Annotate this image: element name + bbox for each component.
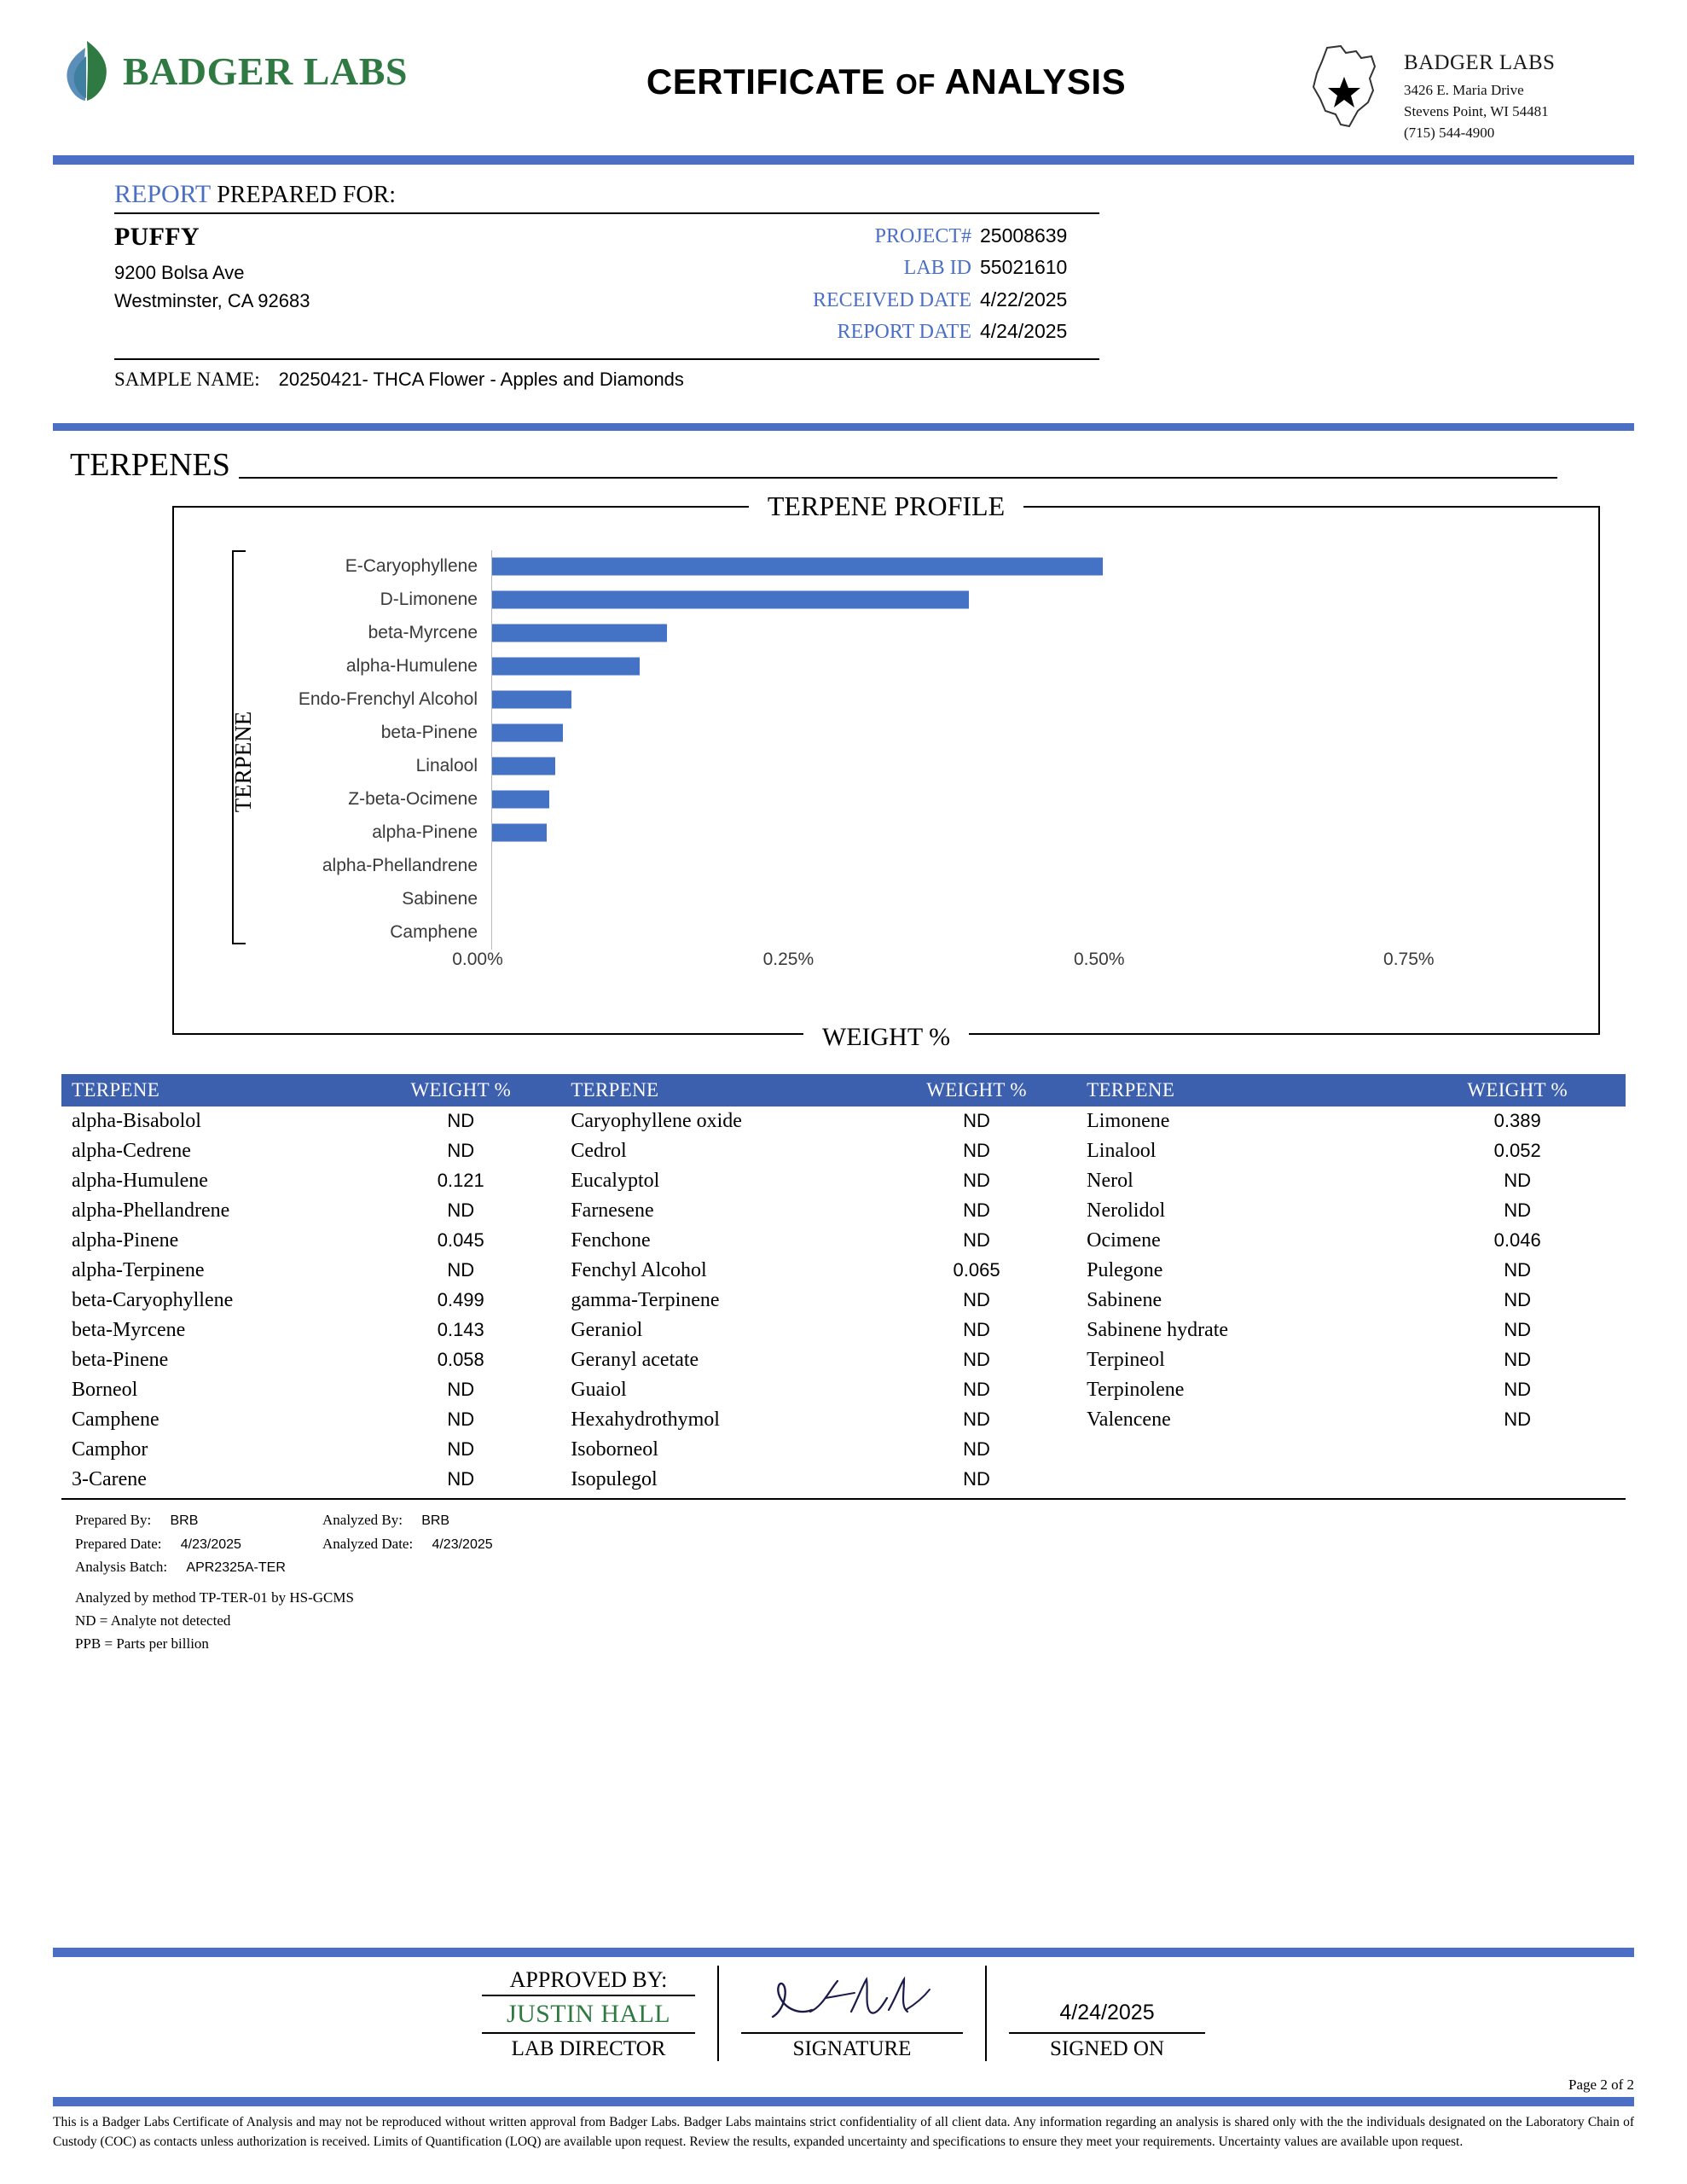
chart-bar-track (491, 650, 1564, 683)
cell-terpene: Farnesene (571, 1199, 654, 1222)
table-row (61, 1226, 1626, 1256)
table-row (61, 1316, 1626, 1345)
client-address-line2: Westminster, CA 92683 (114, 290, 310, 312)
cell-weight: ND (963, 1378, 990, 1400)
chart-bar (492, 791, 549, 809)
section-heading (61, 446, 1634, 485)
note-analysis-batch-label: Analysis Batch: (75, 1559, 168, 1576)
col-header-weight-3: WEIGHT % (1409, 1074, 1626, 1107)
chart-x-axis-title: WEIGHT % (803, 1023, 969, 1051)
table-row (61, 1166, 1626, 1196)
chart-bar-track (491, 550, 1564, 584)
coa-title-end: ANALYSIS (944, 61, 1127, 102)
cell-terpene: gamma-Terpinene (571, 1288, 720, 1311)
chart-category-label: beta-Pinene (380, 723, 478, 743)
chart-row (247, 717, 1564, 750)
cell-weight: ND (963, 1438, 990, 1460)
cell-terpene: Terpineol (1087, 1348, 1165, 1371)
note-row-dates (75, 1532, 1626, 1556)
cell-terpene: Pulegone (1087, 1258, 1163, 1281)
cell-weight: ND (1504, 1258, 1532, 1281)
lab-address-text (1404, 43, 1555, 143)
meta-value-project: 25008639 (980, 224, 1068, 247)
report-meta-block (660, 214, 1099, 348)
lab-street: 3426 E. Maria Drive (1404, 82, 1524, 99)
table-row (61, 1405, 1626, 1435)
note-ppb: PPB = Parts per billion (75, 1635, 209, 1653)
meta-value-lab-id: 55021610 (980, 256, 1068, 279)
chart-bar-track (491, 683, 1564, 717)
table-row (61, 1375, 1626, 1405)
note-analyzed-by (322, 1508, 449, 1532)
cell-weight: ND (1504, 1199, 1532, 1221)
disclaimer-text: This is a Badger Labs Certificate of Analysis and may not be reproduced without written approval from Badger Labs. Badger Labs maintains strict confidentiality of all client data. Any information regarding an analysis is shared only with the the individuals designated on the Laboratory Chain of Custody (COC) as contacts unless authorization is received. Limits of Quantification (LOQ) are available upon request. Review the results, expanded uncertainty and specifications to ensure they meet your requirements. Uncertainty values are available upon request. (53, 2115, 1634, 2149)
note-row-batch (75, 1555, 1626, 1579)
chart-row (247, 783, 1564, 816)
note-prepared-by-value: BRB (170, 1513, 199, 1528)
chart-bar-track (491, 750, 1564, 783)
signature-column (717, 1966, 987, 2061)
chart-y-axis-bracket (232, 550, 246, 944)
cell-terpene: Nerolidol (1087, 1199, 1166, 1222)
prepared-for-words: PREPARED FOR: (217, 182, 397, 209)
cell-weight: ND (963, 1169, 990, 1191)
cell-terpene: alpha-Cedrene (72, 1139, 191, 1162)
chart-x-tick: 0.25% (762, 949, 815, 969)
cell-weight (1409, 1435, 1626, 1465)
cell-terpene: alpha-Bisabolol (72, 1109, 201, 1132)
cell-weight: ND (963, 1109, 990, 1131)
cell-weight: ND (1504, 1169, 1532, 1191)
cell-terpene: Fenchone (571, 1228, 651, 1252)
chart-bar (492, 558, 1103, 576)
terpene-results-table (61, 1074, 1626, 1498)
cell-weight: ND (963, 1348, 990, 1370)
signed-on-date: 4/24/2025 (1059, 2001, 1155, 2025)
cell-terpene: Fenchyl Alcohol (571, 1258, 707, 1281)
approval-block (53, 1957, 1634, 2061)
cell-weight: ND (1504, 1408, 1532, 1430)
cell-weight: ND (963, 1199, 990, 1221)
chart-x-tick: 0.75% (1383, 949, 1435, 969)
cell-weight: ND (1504, 1288, 1532, 1310)
note-prepared-date (75, 1532, 322, 1556)
cell-terpene: 3-Carene (72, 1467, 147, 1490)
cell-terpene: Sabinene (1087, 1288, 1162, 1311)
table-row (61, 1107, 1626, 1136)
note-nd: ND = Analyte not detected (75, 1612, 231, 1629)
cell-weight: ND (447, 1378, 475, 1400)
chart-category-label: Endo-Frenchyl Alcohol (298, 689, 478, 710)
header-divider (53, 155, 1634, 165)
page-number: Page 2 of 2 (1568, 2077, 1634, 2094)
chart-row (247, 617, 1564, 650)
chart-category-label: alpha-Pinene (372, 822, 478, 843)
report-prepared-for-heading (114, 180, 1099, 214)
chart-category-label: Linalool (415, 756, 478, 776)
cell-weight (1409, 1465, 1626, 1498)
table-header-row (61, 1074, 1626, 1107)
cell-weight: 0.046 (1493, 1228, 1541, 1251)
cell-terpene: Isoborneol (571, 1438, 658, 1461)
chart-bar-track (491, 850, 1564, 883)
cell-weight: ND (1504, 1318, 1532, 1340)
cell-terpene: Terpinolene (1087, 1378, 1185, 1401)
meta-label-project: PROJECT# (874, 225, 971, 248)
cell-terpene: Cedrol (571, 1139, 627, 1162)
approved-by-column (460, 1967, 717, 2061)
note-analyzed-date (322, 1532, 493, 1556)
brand-logo (61, 39, 471, 102)
table-row (61, 1435, 1626, 1465)
cell-weight: 0.045 (437, 1228, 484, 1251)
chart-category-label: Camphene (390, 922, 478, 943)
client-name: PUFFY (114, 223, 200, 252)
cell-weight: ND (963, 1318, 990, 1340)
signature-image (741, 1966, 963, 2032)
chart-row (247, 750, 1564, 783)
chart-bar-track (491, 584, 1564, 617)
cell-weight: ND (963, 1228, 990, 1251)
note-prepared-by (75, 1508, 322, 1532)
client-address-line1: 9200 Bolsa Ave (114, 262, 245, 284)
note-analyzed-date-label: Analyzed Date: (322, 1535, 414, 1552)
approved-by-label: APPROVED BY: (482, 1967, 695, 1996)
note-analysis-batch-value: APR2325A-TER (186, 1560, 286, 1576)
table-row (61, 1196, 1626, 1226)
cell-weight: 0.389 (1493, 1109, 1541, 1131)
cell-weight: ND (447, 1408, 475, 1430)
chart-row (247, 650, 1564, 683)
chart-bar-track (491, 816, 1564, 850)
chart-category-label: Sabinene (402, 889, 478, 909)
cell-terpene: Hexahydrothymol (571, 1408, 720, 1431)
cell-weight: ND (447, 1199, 475, 1221)
signature-caption: SIGNATURE (741, 2032, 963, 2061)
sample-name-value: 20250421- THCA Flower - Apples and Diamonds (278, 368, 684, 390)
note-analyzed-by-value: BRB (421, 1513, 450, 1528)
chart-bar (492, 658, 640, 676)
note-analyzed-by-label: Analyzed By: (322, 1511, 403, 1528)
page-footer (53, 1944, 1634, 2152)
approver-title: LAB DIRECTOR (511, 2037, 666, 2061)
cell-weight: ND (447, 1438, 475, 1460)
brand-name: BADGER LABS (123, 49, 408, 93)
cell-terpene: Geranyl acetate (571, 1348, 699, 1371)
meta-label-report-date: REPORT DATE (837, 320, 971, 343)
table-row (61, 1286, 1626, 1316)
chart-bar-track (491, 916, 1564, 950)
cell-weight: 0.058 (437, 1348, 484, 1370)
meta-value-received-date: 4/22/2025 (980, 288, 1068, 311)
report-word: REPORT (114, 180, 212, 209)
meta-label-lab-id: LAB ID (903, 257, 971, 280)
sample-name-label: SAMPLE NAME: (114, 368, 260, 390)
chart-bar (492, 758, 555, 775)
page-header (53, 0, 1634, 152)
table-row (61, 1465, 1626, 1498)
lab-name: BADGER LABS (1404, 51, 1556, 74)
meta-row-report-date (660, 317, 1099, 348)
cell-terpene: Geraniol (571, 1318, 643, 1341)
chart-category-label: D-Limonene (380, 590, 478, 610)
table-row (61, 1136, 1626, 1166)
chart-bar-track (491, 717, 1564, 750)
chart-category-label: beta-Myrcene (368, 623, 478, 643)
signed-on-date-slot (1009, 1966, 1205, 2032)
cell-terpene: alpha-Phellandrene (72, 1199, 230, 1222)
coa-title-of: OF (896, 68, 936, 100)
col-header-terpene-3: TERPENE (1076, 1074, 1409, 1107)
cell-weight: ND (447, 1258, 475, 1281)
cell-weight: ND (1504, 1378, 1532, 1400)
table-row (61, 1345, 1626, 1375)
cell-weight: ND (963, 1288, 990, 1310)
coa-title-main: CERTIFICATE (646, 61, 885, 102)
col-header-terpene-2: TERPENE (560, 1074, 877, 1107)
chart-bar-track (491, 783, 1564, 816)
chart-category-label: E-Caryophyllene (345, 556, 478, 577)
chart-row (247, 683, 1564, 717)
chart-bar (492, 824, 547, 842)
meta-row-received-date (660, 285, 1099, 317)
section-title-terpenes: TERPENES (70, 446, 230, 483)
chart-row (247, 550, 1564, 584)
client-block (114, 214, 660, 348)
cell-terpene: Valencene (1087, 1408, 1171, 1431)
report-info-block (53, 165, 1634, 391)
cell-terpene: Eucalyptol (571, 1169, 660, 1192)
chart-category-label: Z-beta-Ocimene (348, 789, 478, 810)
chart-x-ticks (452, 946, 1564, 973)
cell-weight: ND (963, 1467, 990, 1490)
chart-category-label: alpha-Phellandrene (322, 856, 478, 876)
col-header-weight-1: WEIGHT % (361, 1074, 560, 1107)
note-method: Analyzed by method TP-TER-01 by HS-GCMS (75, 1589, 354, 1606)
note-analyzed-date-value: 4/23/2025 (432, 1536, 493, 1552)
table-row (61, 1256, 1626, 1286)
chart-bar (492, 724, 563, 742)
footer-divider-bottom (53, 2097, 1634, 2106)
cell-weight: 0.052 (1493, 1139, 1541, 1161)
cell-weight: 0.121 (437, 1169, 484, 1191)
cell-weight: ND (447, 1139, 475, 1161)
page-title (471, 39, 1301, 102)
cell-weight: ND (447, 1467, 475, 1490)
cell-weight: 0.499 (437, 1288, 484, 1310)
note-prepared-date-label: Prepared Date: (75, 1535, 162, 1552)
cell-terpene: Caryophyllene oxide (571, 1109, 742, 1132)
cell-terpene: alpha-Humulene (72, 1169, 208, 1192)
approver-name: JUSTIN HALL (482, 1996, 695, 2034)
section-title-rule (239, 477, 1557, 479)
chart-y-axis-title: TERPENE (229, 711, 256, 813)
lab-phone: (715) 544-4900 (1404, 124, 1495, 141)
col-header-terpene-1: TERPENE (61, 1074, 361, 1107)
chart-x-tick: 0.50% (1073, 949, 1125, 969)
chart-bar (492, 624, 667, 642)
sample-name-row (114, 358, 1099, 391)
note-prepared-date-value: 4/23/2025 (180, 1536, 241, 1552)
meta-label-received-date: RECEIVED DATE (813, 288, 971, 311)
meta-value-report-date: 4/24/2025 (980, 319, 1068, 342)
chart-row (247, 916, 1564, 950)
cell-terpene: Camphene (72, 1408, 159, 1431)
cell-weight: 0.065 (953, 1258, 1000, 1281)
chart-bar-track (491, 883, 1564, 916)
lab-city-state: Stevens Point, WI 54481 (1404, 102, 1549, 119)
cell-terpene: alpha-Pinene (72, 1228, 179, 1252)
table-bottom-rule (61, 1498, 1626, 1500)
chart-x-tick: 0.00% (452, 949, 503, 969)
cell-terpene: alpha-Terpinene (72, 1258, 205, 1281)
wisconsin-map-icon (1301, 43, 1395, 135)
cell-terpene: Guaiol (571, 1378, 627, 1401)
col-header-weight-2: WEIGHT % (877, 1074, 1076, 1107)
chart-plot-area (200, 550, 1564, 973)
cell-terpene: beta-Pinene (72, 1348, 169, 1371)
chart-row (247, 850, 1564, 883)
cell-terpene: Sabinene hydrate (1087, 1318, 1229, 1341)
chart-row (247, 816, 1564, 850)
cell-weight: ND (963, 1408, 990, 1430)
analysis-notes (75, 1508, 1626, 1655)
footer-divider-top (53, 1948, 1634, 1957)
cell-weight: ND (447, 1109, 475, 1131)
cell-terpene: Borneol (72, 1378, 138, 1401)
terpene-profile-chart (172, 490, 1600, 1051)
note-analysis-batch (75, 1555, 322, 1579)
chart-x-axis-title-wrap (174, 1023, 1598, 1052)
chart-bars (247, 550, 1564, 944)
cell-weight: ND (963, 1139, 990, 1161)
badger-leaf-icon (61, 39, 111, 102)
cell-terpene: Nerol (1087, 1169, 1133, 1192)
chart-bar (492, 691, 571, 709)
cell-terpene (1076, 1435, 1409, 1465)
cell-weight: ND (1504, 1348, 1532, 1370)
note-prepared-by-label: Prepared By: (75, 1511, 152, 1528)
chart-title-wrap (174, 491, 1598, 522)
cell-terpene: Camphor (72, 1438, 148, 1461)
signed-on-column (987, 1966, 1227, 2061)
note-row-prepared-analyzed-by (75, 1508, 1626, 1532)
cell-terpene: beta-Caryophyllene (72, 1288, 234, 1311)
cell-terpene: Ocimene (1087, 1228, 1161, 1252)
chart-row (247, 883, 1564, 916)
cell-terpene: Limonene (1087, 1109, 1170, 1132)
cell-terpene (1076, 1465, 1409, 1498)
meta-row-project (660, 221, 1099, 253)
chart-bar-track (491, 617, 1564, 650)
cell-terpene: Isopulegol (571, 1467, 658, 1490)
meta-row-lab-id (660, 253, 1099, 284)
lab-address-block (1301, 39, 1626, 143)
cell-weight: 0.143 (437, 1318, 484, 1340)
cell-terpene: beta-Myrcene (72, 1318, 186, 1341)
chart-category-label: alpha-Humulene (345, 656, 478, 677)
cell-terpene: Linalool (1087, 1139, 1157, 1162)
signed-on-caption: SIGNED ON (1009, 2032, 1205, 2061)
chart-row (247, 584, 1564, 617)
chart-bar (492, 591, 969, 609)
chart-title: TERPENE PROFILE (749, 491, 1023, 521)
section-divider (53, 423, 1634, 431)
